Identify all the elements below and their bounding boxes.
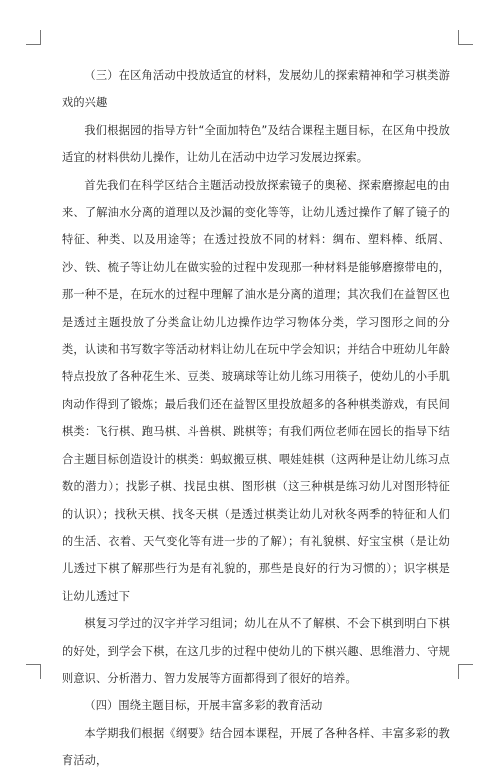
section-heading-4: （四）围绕主题目标，开展丰富多彩的教育活动 [84, 699, 323, 713]
paragraph-chess-outcomes: 棋复习学过的汉字并学习组词；幼儿在从不了解棋、不会下棋到明白下棋的好处，到学会下棋，在这几步的过程中使幼儿的下棋兴趣、思维潜力、守规则意识、分析潜力、智力发展等方面都得到了很好的培养。 [62, 617, 450, 685]
crop-mark-top-left [26, 30, 41, 45]
paragraph-materials: 首先我们在科学区结合主题活动投放探索镜子的奥秘、探索磨擦起电的由来、了解油水分离的道理以及沙漏的变化等等，让幼儿透过操作了解了镜子的特征、种类、以及用途等；在透过投放不同的材料：绸布、塑料棒、纸屑、沙、铁、梳子等让幼儿在做实验的过程中发现那一种材料是能够磨擦带电的，那一种不是，在玩水的过程中理解了油水是分离的道理；其次我们在益智区也是透过主题投放了分类盒让幼儿边操作边学习物体分类，学习图形之间的分类，认读和书写数字等活动材料让幼儿在玩中学会知识；并结合中班幼儿年龄特点投放了各种花生米、豆类、玻璃球等让幼儿练习用筷子，使幼儿的小手肌肉动作得到了锻炼；最后我们还在益智区里投放超多的各种棋类游戏，有民间棋类：飞行棋、跑马棋、斗兽棋、跳棋等；有我们两位老师在园长的指导下结合主题目标创造设计的棋类：蚂蚁搬豆棋、喂娃娃棋（这两种是让幼儿练习点数的潜力）；找影子棋、找昆虫棋、图形棋（这三种棋是练习幼儿对图形特征的认识）；找秋天棋、找冬天棋（是透过棋类让幼儿对秋冬两季的特征和人们的生活、衣着、天气变化等有进一步的了解）；有礼貌棋、好宝宝棋（是让幼儿透过下棋了解那些行为是有礼貌的，那些是良好的行为习惯的）；识字棋是让幼儿透过下 [62, 178, 450, 603]
paragraph-intro: 我们根据园的指导方针“全面加特色”及结合课程主题目标，在区角中投放适宜的材料供幼儿操作，让幼儿在活动中边学习发展边探索。 [62, 123, 450, 165]
paragraph-activities: 本学期我们根据《纲要》结合园本课程，开展了各种各样、丰富多彩的教育活动， [62, 726, 450, 768]
crop-mark-bottom-right [458, 664, 473, 679]
crop-mark-bottom-left [26, 664, 41, 679]
section-heading-3: （三）在区角活动中投放适宜的材料，发展幼儿的探索精神和学习棋类游戏的兴趣 [62, 69, 450, 110]
crop-mark-top-right [458, 30, 473, 45]
document-body [62, 62, 450, 775]
